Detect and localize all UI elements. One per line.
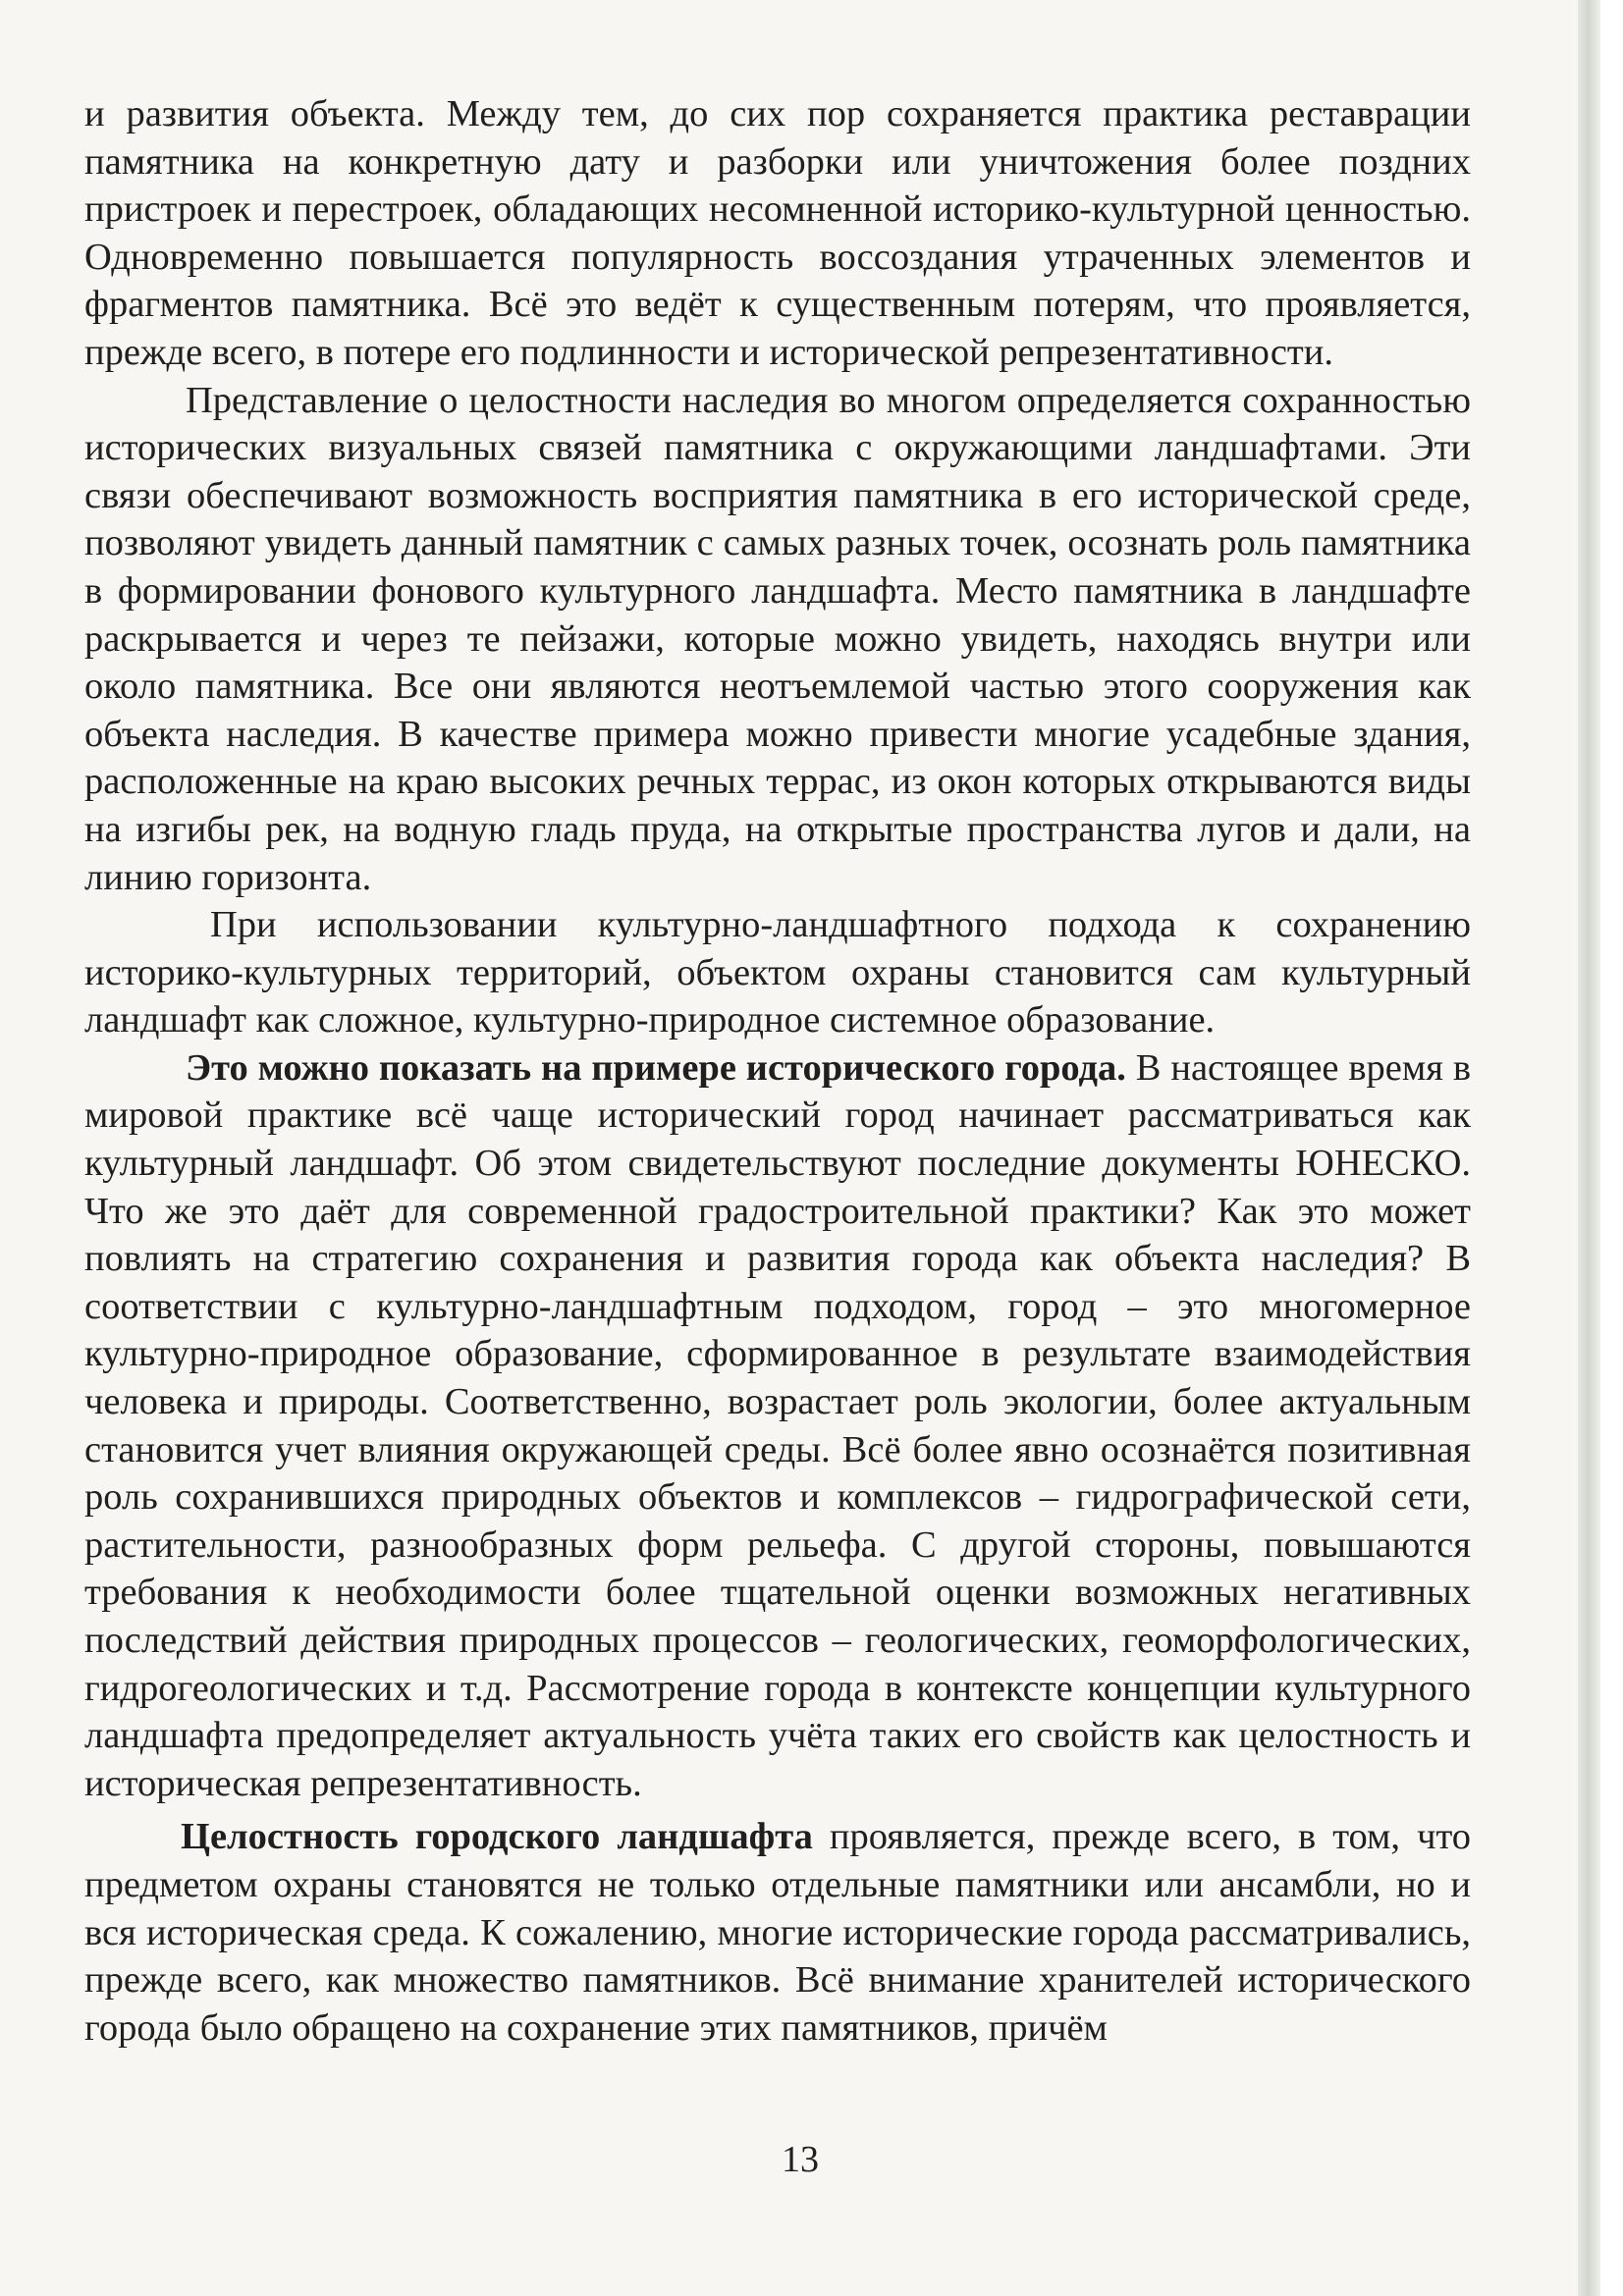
paragraph-cultural-landscape-approach <box>84 901 1471 1044</box>
paragraph-lead-bold: Это можно показать на примере исторического города. <box>186 1046 1126 1089</box>
page-edge-shadow <box>1578 0 1600 2296</box>
paragraph-text: В настоящее время в мировой практике всё чаще исторический город начинает рассматриваться как культурный ландшафт. Об этом свидетельствуют последние документы ЮНЕСКО. Что же это даёт для современной градостроительной практики? Как это может повлиять на стратегию сохранения и развития города как объекта наследия? В соответствии с культурно-ландшафтным подходом, город – это многомерное культурно-природное образование, сформированное в результате взаимодействия человека и природы. Соответственно, возрастает роль экологии, более актуальным становится учет влияния окружающей среды. Всё более явно осознаётся позитивная роль сохранившихся природных объектов и комплексов – гидрографической сети, растительности, разнообразных форм рельефа. С другой стороны, повышаются требования к необходимости более тщательной оценки возможных негативных последствий действия природных процессов – геологических, геоморфологических, гидрогеологических и т.д. Рассмотрение города в контексте концепции культурного ландшафта предопределяет актуальность учёта таких его свойств как целостность и историческая репрезентативность. <box>84 1046 1471 1804</box>
paragraph-text: и развития объекта. Между тем, до сих пор сохраняется практика реставрации памятника на конкретную дату и разборки или уничтожения более поздних пристроек и перестроек, обладающих несомненной историко-культурной ценностью. Одновременно повышается популярность воссоздания утраченных элементов и фрагментов памятника. Всё это ведёт к существенным потерям, что проявляется, прежде всего, в потере его подлинности и исторической репрезентативности. <box>84 93 1471 373</box>
paragraph-text: Представление о целостности наследия во многом определяется сохранностью исторических визуальных связей памятника с окружающими ландшафтами. Эти связи обеспечивают возможность восприятия памятника в его исторической среде, позволяют увидеть данный памятник с самых разных точек, осознать роль памятника в формировании фонового культурного ландшафта. Место памятника в ландшафте раскрывается и через те пейзажи, которые можно увидеть, находясь внутри или около памятника. Все они являются неотъемлемой частью этого сооружения как объекта наследия. В качестве примера можно привести многие усадебные здания, расположенные на краю высоких речных террас, из окон которых открываются виды на изгибы рек, на водную гладь пруда, на открытые пространства лугов и дали, на линию горизонта. <box>84 379 1471 898</box>
paragraph-text: При использовании культурно-ландшафтного подхода к сохранению историко-культурных территорий, объектом охраны становится сам культурный ландшафт как сложное, культурно-природное системное образование. <box>84 904 1471 1041</box>
paragraph-lead-bold: Целостность городского ландшафта <box>181 1816 813 1858</box>
page-number: 13 <box>782 2139 819 2180</box>
paragraph-continuation <box>84 90 1471 377</box>
body-text <box>84 90 1471 2052</box>
paragraph-historic-city <box>84 1044 1471 1808</box>
paragraph-text: проявляется, прежде всего, в том, что предметом охраны становятся не только отдельные памятники или ансамбли, но и вся историческая среда. К сожалению, многие исторические города рассматривались, прежде всего, как множество памятников. Всё внимание хранителей исторического города было обращено на сохранение этих памятников, причём <box>84 1816 1472 2049</box>
paragraph-urban-landscape-integrity <box>84 1813 1471 2052</box>
paragraph-visual-links <box>84 377 1471 902</box>
